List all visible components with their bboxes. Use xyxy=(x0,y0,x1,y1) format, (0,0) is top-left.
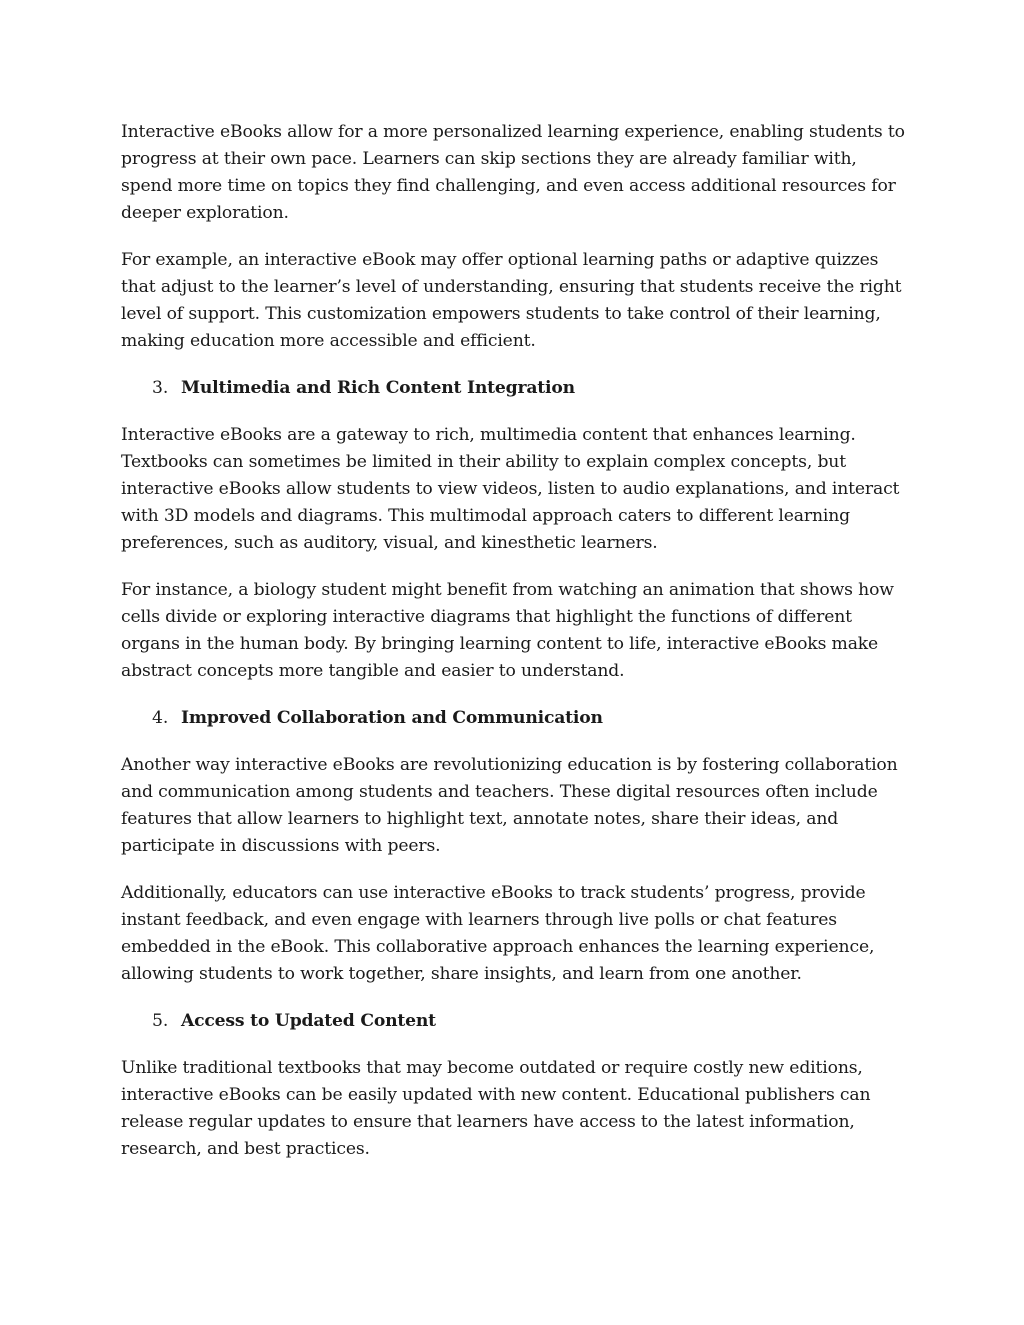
paragraph-educators-tracking: Additionally, educators can use interactive eBooks to track students’ progress, provide instant feedback, and even engage with learners through live polls or chat features embedded in the eBook. This collaborative approach enhances the learning experience, allowing students to work together, share insights, and learn from one another. xyxy=(121,883,875,984)
section-number: 3. xyxy=(152,378,169,398)
paragraph-customization-example: For example, an interactive eBook may offer optional learning paths or adaptive quizzes that adjust to the learner’s level of understanding, ensuring that students receive the right level of support. This customization empowers students to take control of their learning, making education more accessible and efficient. xyxy=(121,250,902,351)
paragraph-collaboration: Another way interactive eBooks are revolutionizing education is by fostering collaboration and communication among students and teachers. These digital resources often include features that allow learners to highlight text, annotate notes, share their ideas, and participate in discussions with peers. xyxy=(121,755,898,856)
section-title: Improved Collaboration and Communication xyxy=(181,708,603,728)
paragraph-updated-content: Unlike traditional textbooks that may become outdated or require costly new editions, interactive eBooks can be easily updated with new content. Educational publishers can release regular updates to ensure that learners have access to the latest information, research, and best practices. xyxy=(121,1058,871,1159)
section-title: Multimedia and Rich Content Integration xyxy=(181,378,575,398)
paragraph-biology-example: For instance, a biology student might benefit from watching an animation that shows how cells divide or exploring interactive diagrams that highlight the functions of different organs in the human body. By bringing learning content to life, interactive eBooks make abstract concepts more tangible and easier to understand. xyxy=(121,580,894,681)
paragraph-multimedia-content: Interactive eBooks are a gateway to rich, multimedia content that enhances learning. Textbooks can sometimes be limited in their ability to explain complex concepts, but interactive eBooks allow students to view videos, listen to audio explanations, and interact with 3D models and diagrams. This multimodal approach caters to different learning preferences, such as auditory, visual, and kinesthetic learners. xyxy=(121,425,900,553)
section-number: 4. xyxy=(152,708,169,728)
paragraph-personalized-learning: Interactive eBooks allow for a more personalized learning experience, enabling students to progress at their own pace. Learners can skip sections they are already familiar with, spend more time on topics they find challenging, and even access additional resources for deeper exploration. xyxy=(121,122,905,223)
document-page xyxy=(121,119,911,1183)
section-heading-multimedia xyxy=(121,375,911,402)
section-heading-collaboration xyxy=(121,705,911,732)
section-number: 5. xyxy=(152,1011,169,1031)
section-title: Access to Updated Content xyxy=(181,1011,436,1031)
section-heading-updated-content xyxy=(121,1008,911,1035)
